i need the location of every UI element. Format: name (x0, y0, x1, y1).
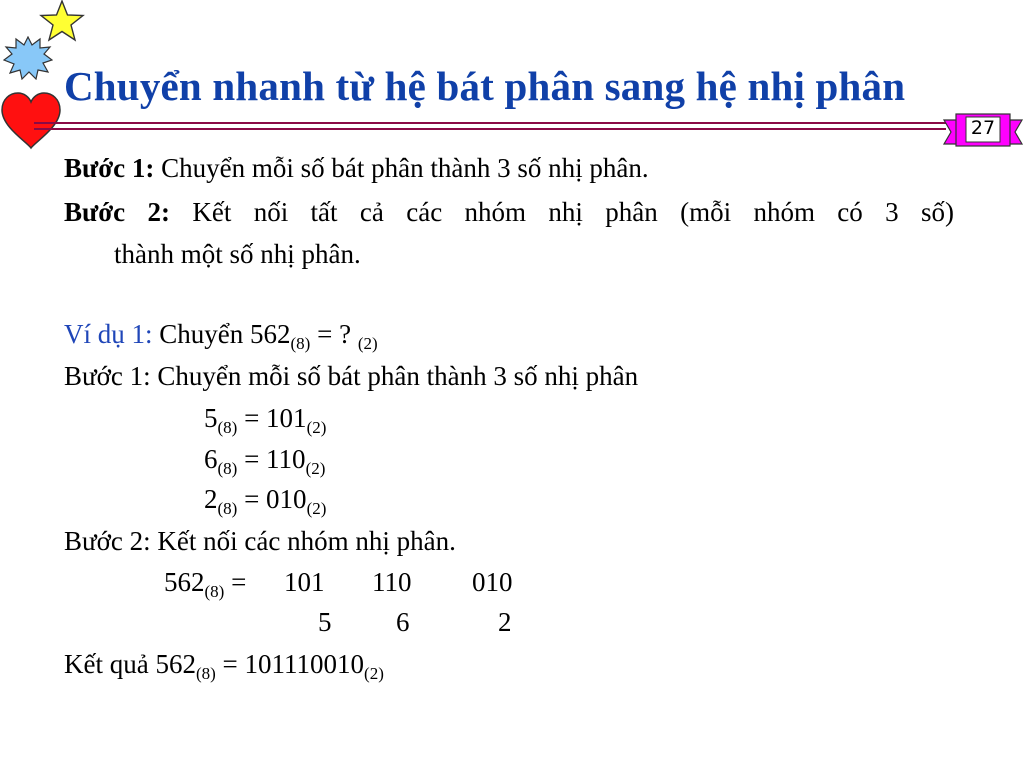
example-label: Ví dụ 1: (64, 319, 153, 349)
example-step2: Bước 2: Kết nối các nhóm nhị phân. (64, 526, 456, 556)
page-number: 27 (970, 117, 996, 139)
title-divider-bottom (34, 128, 946, 130)
result-value: = 101110010 (215, 649, 365, 679)
binary-group: 110 (372, 567, 412, 597)
equals-sign: = (224, 567, 247, 597)
octal-digit: 2 (204, 484, 218, 514)
binary-group: 010 (472, 567, 513, 597)
binary-group: = 110 (237, 444, 306, 474)
step2-continuation: thành một số nhị phân. (114, 239, 361, 269)
result-prefix: Kết quả 562 (64, 649, 196, 679)
binary-group: 101 (284, 567, 325, 597)
subscript: (8) (204, 582, 225, 601)
step2-label: Bước 2: (64, 197, 170, 227)
octal-digit: 2 (498, 607, 512, 637)
subscript: (2) (306, 499, 327, 518)
conversion-row (204, 401, 326, 445)
subscript: (8) (195, 664, 216, 683)
subscript: (2) (306, 418, 327, 437)
result-line (64, 647, 384, 691)
step2-line (64, 195, 954, 229)
subscript: (8) (217, 499, 238, 518)
binary-group: = 010 (237, 484, 307, 514)
heart-icon (0, 90, 62, 152)
step2-text: Kết nối tất cả các nhóm nhị phân (mỗi nhóm có 3 số) (192, 197, 955, 227)
octal-digit: 6 (396, 607, 410, 637)
title-divider-top (34, 122, 946, 124)
binary-group: = 101 (237, 403, 307, 433)
subscript: (8) (290, 334, 311, 353)
subscript: (2) (357, 334, 378, 353)
step1-label: Bước 1: (64, 153, 155, 183)
step1-text: Chuyển mỗi số bát phân thành 3 số nhị phân. (161, 153, 649, 183)
example-step1: Bước 1: Chuyển mỗi số bát phân thành 3 số nhị phân (64, 361, 639, 391)
conversion-row (204, 442, 325, 486)
step1-line (64, 151, 649, 185)
subscript: (8) (217, 418, 238, 437)
octal-digit: 6 (204, 444, 218, 474)
example-question (64, 317, 378, 361)
subscript: (2) (364, 664, 384, 683)
slide-title: Chuyển nhanh từ hệ bát phân sang hệ nhị phân (64, 63, 906, 109)
octal-digit: 5 (318, 607, 332, 637)
subscript: (2) (305, 459, 326, 478)
example-question-eq: = ? (310, 319, 358, 349)
example-question-prefix: Chuyển 562 (159, 319, 291, 349)
starburst-icon (3, 36, 53, 80)
subscript: (8) (217, 459, 238, 478)
conversion-row (204, 482, 326, 526)
octal-number: 562 (164, 567, 205, 597)
octal-digit: 5 (204, 403, 218, 433)
grouping-line (164, 565, 246, 609)
